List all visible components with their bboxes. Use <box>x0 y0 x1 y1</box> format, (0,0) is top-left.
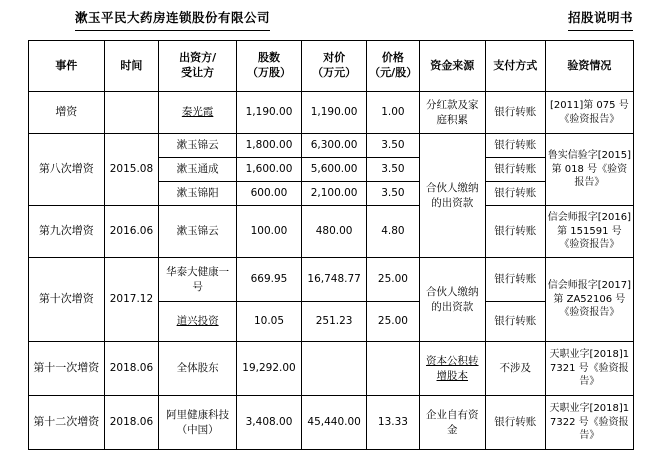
column-header-shares-line2: （万股） <box>247 66 291 79</box>
cell-payment: 银行转账 <box>485 92 545 134</box>
cell-time: 2015.08 <box>104 134 159 206</box>
cell-consideration: 45,440.00 <box>302 396 367 450</box>
cell-consideration: 16,748.77 <box>302 258 367 302</box>
cell-price: 13.33 <box>367 396 420 450</box>
table-row <box>29 342 634 396</box>
cell-source: 合伙人缴纳的出资款 <box>419 258 485 342</box>
cell-investor: 华泰大健康一号 <box>159 258 237 302</box>
cell-payment: 银行转账 <box>485 302 545 342</box>
cell-event: 第八次增资 <box>29 134 105 206</box>
cell-investor: 道兴投资 <box>159 302 237 342</box>
cell-time: 2017.12 <box>104 258 159 342</box>
cell-payment: 银行转账 <box>485 134 545 158</box>
cell-consideration: 251.23 <box>302 302 367 342</box>
column-header-source: 资金来源 <box>419 41 485 92</box>
cell-investor: 阿里健康科技（中国） <box>159 396 237 450</box>
cell-investor: 漱玉锦阳 <box>159 182 237 206</box>
cell-price: 3.50 <box>367 182 420 206</box>
cell-time <box>104 92 159 134</box>
column-header-time: 时间 <box>104 41 159 92</box>
cell-payment: 银行转账 <box>485 396 545 450</box>
cell-shares: 100.00 <box>236 206 301 258</box>
cell-shares: 669.95 <box>236 258 301 302</box>
cell-shares: 1,600.00 <box>236 158 301 182</box>
cell-investor: 秦光霞 <box>159 92 237 134</box>
table-body <box>29 92 634 450</box>
cell-verification: 信会师报字[2017]第 ZA52106 号《验资报告》 <box>545 258 633 342</box>
table-header-row <box>29 41 634 92</box>
cell-price: 1.00 <box>367 92 420 134</box>
cell-payment: 银行转账 <box>485 158 545 182</box>
cell-investor: 漱玉锦云 <box>159 134 237 158</box>
cell-investor: 漱玉锦云 <box>159 206 237 258</box>
cell-consideration: 1,190.00 <box>302 92 367 134</box>
column-header-price-line2: （元/股） <box>369 66 418 79</box>
cell-price: 25.00 <box>367 258 420 302</box>
cell-shares: 600.00 <box>236 182 301 206</box>
cell-source: 合伙人缴纳的出资款 <box>419 134 485 258</box>
cell-shares: 1,800.00 <box>236 134 301 158</box>
column-header-consideration-line1: 对价 <box>323 51 346 65</box>
column-header-consideration-line2: （万元） <box>312 66 357 79</box>
page-header <box>0 8 661 34</box>
cell-price: 4.80 <box>367 206 420 258</box>
column-header-price <box>367 41 420 92</box>
cell-price: 3.50 <box>367 158 420 182</box>
cell-time: 2018.06 <box>104 342 159 396</box>
column-header-investor <box>159 41 237 92</box>
cell-payment: 银行转账 <box>485 182 545 206</box>
cell-consideration: 2,100.00 <box>302 182 367 206</box>
table-row <box>29 134 634 158</box>
column-header-investor-line2: 受让方 <box>181 66 215 79</box>
cell-event: 第十二次增资 <box>29 396 105 450</box>
cell-verification: 天职业字[2018]17321 号《验资报告》 <box>545 342 633 396</box>
cell-price <box>367 342 420 396</box>
cell-event: 第十次增资 <box>29 258 105 342</box>
cell-verification: 天职业字[2018]17322 号《验资报告》 <box>545 396 633 450</box>
cell-time: 2018.06 <box>104 396 159 450</box>
cell-consideration: 480.00 <box>302 206 367 258</box>
cell-event: 第十一次增资 <box>29 342 105 396</box>
cell-event: 第九次增资 <box>29 206 105 258</box>
cell-shares: 19,292.00 <box>236 342 301 396</box>
cell-price: 3.50 <box>367 134 420 158</box>
table-row <box>29 41 634 92</box>
column-header-consideration <box>302 41 367 92</box>
capital-increase-table <box>28 40 634 450</box>
capital-increase-table-wrap <box>28 40 634 450</box>
table-row <box>29 258 634 302</box>
cell-price: 25.00 <box>367 302 420 342</box>
column-header-verification: 验资情况 <box>545 41 633 92</box>
cell-event: 增资 <box>29 92 105 134</box>
cell-consideration: 5,600.00 <box>302 158 367 182</box>
company-name: 漱玉平民大药房连锁股份有限公司 <box>75 8 270 31</box>
cell-shares: 1,190.00 <box>236 92 301 134</box>
column-header-event: 事件 <box>29 41 105 92</box>
table-row <box>29 206 634 258</box>
document-title: 招股说明书 <box>568 8 633 31</box>
column-header-payment: 支付方式 <box>485 41 545 92</box>
table-row <box>29 396 634 450</box>
cell-verification: [2011]第 075 号《验资报告》 <box>545 92 633 134</box>
column-header-investor-line1: 出资方/ <box>179 51 217 65</box>
cell-verification: 信会师报字[2016]第 151591 号《验资报告》 <box>545 206 633 258</box>
cell-verification: 鲁实信验字[2015]第 018 号《验资报告》 <box>545 134 633 206</box>
cell-shares: 3,408.00 <box>236 396 301 450</box>
table-row <box>29 92 634 134</box>
cell-payment: 银行转账 <box>485 206 545 258</box>
cell-payment: 银行转账 <box>485 258 545 302</box>
cell-consideration <box>302 342 367 396</box>
cell-shares: 10.05 <box>236 302 301 342</box>
cell-source: 分红款及家庭积累 <box>419 92 485 134</box>
column-header-price-line1: 价格 <box>381 51 404 65</box>
cell-payment: 不涉及 <box>485 342 545 396</box>
cell-source: 企业自有资金 <box>419 396 485 450</box>
cell-source: 资本公积转增股本 <box>419 342 485 396</box>
cell-consideration: 6,300.00 <box>302 134 367 158</box>
column-header-shares <box>236 41 301 92</box>
column-header-shares-line1: 股数 <box>258 51 280 65</box>
cell-investor: 漱玉通成 <box>159 158 237 182</box>
cell-investor: 全体股东 <box>159 342 237 396</box>
cell-time: 2016.06 <box>104 206 159 258</box>
